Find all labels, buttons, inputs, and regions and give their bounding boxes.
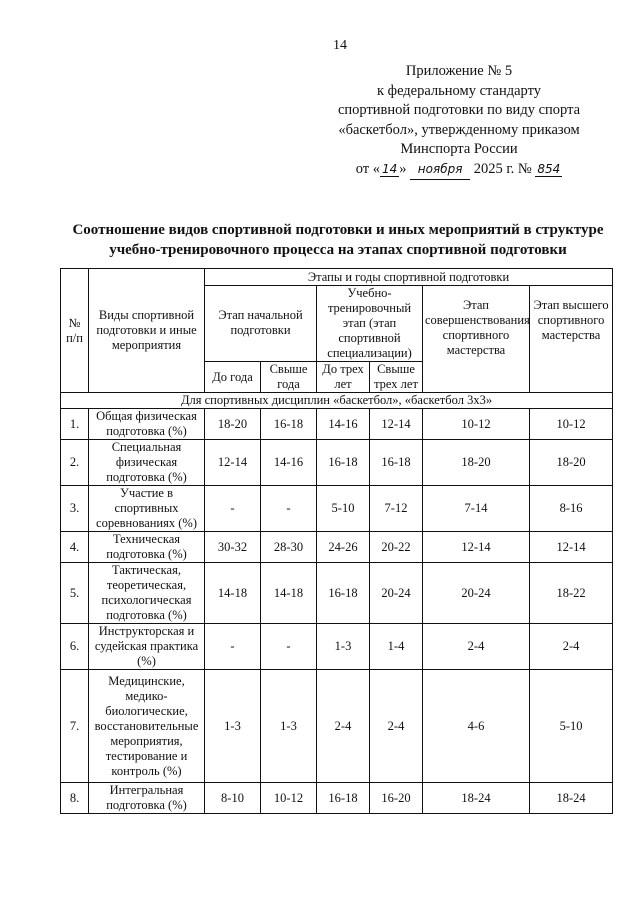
header-stage-higher: Этап высшего спортивного мастерства <box>530 286 613 393</box>
row-value: 7-12 <box>370 486 423 532</box>
row-kind: Общая физическая подготовка (%) <box>89 409 205 440</box>
row-value: 20-24 <box>423 563 530 624</box>
ratio-table <box>60 268 613 814</box>
header-sub-over3: Свыше трех лет <box>370 362 423 393</box>
row-value: 28-30 <box>261 532 317 563</box>
row-value: 18-24 <box>423 783 530 814</box>
row-value: 1-3 <box>317 624 370 670</box>
row-value: 7-14 <box>423 486 530 532</box>
appendix-line-3: спортивной подготовки по виду спорта <box>337 102 581 118</box>
page-number: 14 <box>333 38 347 53</box>
header-stage-training: Учебно-тренировочный этап (этап спортивной специализации) <box>317 286 423 362</box>
date-prefix: от « <box>355 160 380 177</box>
header-kind: Виды спортивной подготовки и иные мероприятия <box>89 269 205 393</box>
row-value: 10-12 <box>423 409 530 440</box>
header-sub-year1: До года <box>205 362 261 393</box>
table-row <box>61 670 613 783</box>
row-kind: Медицинские, медико-биологические, восстановительные мероприятия, тестирование и контроль (%) <box>89 670 205 783</box>
row-value: 20-24 <box>370 563 423 624</box>
row-kind: Техническая подготовка (%) <box>89 532 205 563</box>
row-kind: Специальная физическая подготовка (%) <box>89 440 205 486</box>
row-number: 5. <box>61 563 89 624</box>
row-number: 2. <box>61 440 89 486</box>
row-value: - <box>205 624 261 670</box>
header-num: № п/п <box>61 269 89 393</box>
row-value: 1-4 <box>370 624 423 670</box>
date-month: ноября <box>410 160 470 181</box>
row-value: 5-10 <box>317 486 370 532</box>
table-row <box>61 532 613 563</box>
appendix-line-1: Приложение № 5 <box>405 63 513 79</box>
table-row <box>61 440 613 486</box>
row-value: 14-18 <box>261 563 317 624</box>
document-title <box>60 220 616 260</box>
header-sub-over1: Свыше года <box>261 362 317 393</box>
table-row <box>61 563 613 624</box>
order-date-line <box>324 160 594 181</box>
row-value: 16-18 <box>317 563 370 624</box>
appendix-block <box>324 62 594 180</box>
table-row <box>61 624 613 670</box>
title-line-2: учебно-тренировочного процесса на этапах спортивной подготовки <box>109 242 567 258</box>
row-value: 18-22 <box>530 563 613 624</box>
row-kind: Интегральная подготовка (%) <box>89 783 205 814</box>
row-value: 12-14 <box>423 532 530 563</box>
row-value: 16-18 <box>317 783 370 814</box>
row-number: 8. <box>61 783 89 814</box>
row-value: 2-4 <box>423 624 530 670</box>
row-value: 10-12 <box>261 783 317 814</box>
row-value: - <box>261 624 317 670</box>
row-value: 8-16 <box>530 486 613 532</box>
order-number: 854 <box>537 161 561 176</box>
appendix-line-5: Минспорта России <box>400 141 518 157</box>
appendix-line-4: «баскетбол», утвержденному приказом <box>338 121 580 138</box>
row-number: 6. <box>61 624 89 670</box>
row-value: 16-20 <box>370 783 423 814</box>
row-number: 7. <box>61 670 89 783</box>
row-value: 4-6 <box>423 670 530 783</box>
row-value: 30-32 <box>205 532 261 563</box>
row-value: 14-16 <box>261 440 317 486</box>
row-value: 1-3 <box>205 670 261 783</box>
appendix-line-2: к федеральному стандарту <box>377 82 541 99</box>
row-value: 2-4 <box>317 670 370 783</box>
row-value: 16-18 <box>317 440 370 486</box>
title-line-1: Соотношение видов спортивной подготовки и иных мероприятий в структуре <box>72 222 604 238</box>
row-number: 4. <box>61 532 89 563</box>
row-value: 18-20 <box>205 409 261 440</box>
row-value: 12-14 <box>530 532 613 563</box>
row-value: 16-18 <box>370 440 423 486</box>
row-kind: Инструкторская и судейская практика (%) <box>89 624 205 670</box>
row-value: 5-10 <box>530 670 613 783</box>
row-value: 14-16 <box>317 409 370 440</box>
row-value: 18-20 <box>530 440 613 486</box>
row-number: 3. <box>61 486 89 532</box>
row-value: 10-12 <box>530 409 613 440</box>
row-value: 18-20 <box>423 440 530 486</box>
row-value: - <box>261 486 317 532</box>
row-value: 8-10 <box>205 783 261 814</box>
row-value: 2-4 <box>370 670 423 783</box>
row-value: - <box>205 486 261 532</box>
row-value: 1-3 <box>261 670 317 783</box>
date-year: 2025 г. № <box>473 160 532 177</box>
row-value: 18-24 <box>530 783 613 814</box>
row-value: 24-26 <box>317 532 370 563</box>
row-number: 1. <box>61 409 89 440</box>
table-row <box>61 409 613 440</box>
row-kind: Тактическая, теоретическая, психологическая подготовка (%) <box>89 563 205 624</box>
table-row <box>61 783 613 814</box>
row-value: 16-18 <box>261 409 317 440</box>
date-mid: » <box>399 160 407 177</box>
header-stage-initial: Этап начальной подготовки <box>205 286 317 362</box>
table-row <box>61 486 613 532</box>
row-value: 2-4 <box>530 624 613 670</box>
row-value: 20-22 <box>370 532 423 563</box>
row-value: 12-14 <box>370 409 423 440</box>
date-day: 14 <box>381 161 398 176</box>
row-value: 14-18 <box>205 563 261 624</box>
row-kind: Участие в спортивных соревнованиях (%) <box>89 486 205 532</box>
header-stage-improvement: Этап совершенствования спортивного мастерства <box>423 286 530 393</box>
row-value: 12-14 <box>205 440 261 486</box>
section-title: Для спортивных дисциплин «баскетбол», «баскетбол 3х3» <box>61 393 613 409</box>
header-sub-upto3: До трех лет <box>317 362 370 393</box>
header-stages: Этапы и годы спортивной подготовки <box>205 269 613 286</box>
